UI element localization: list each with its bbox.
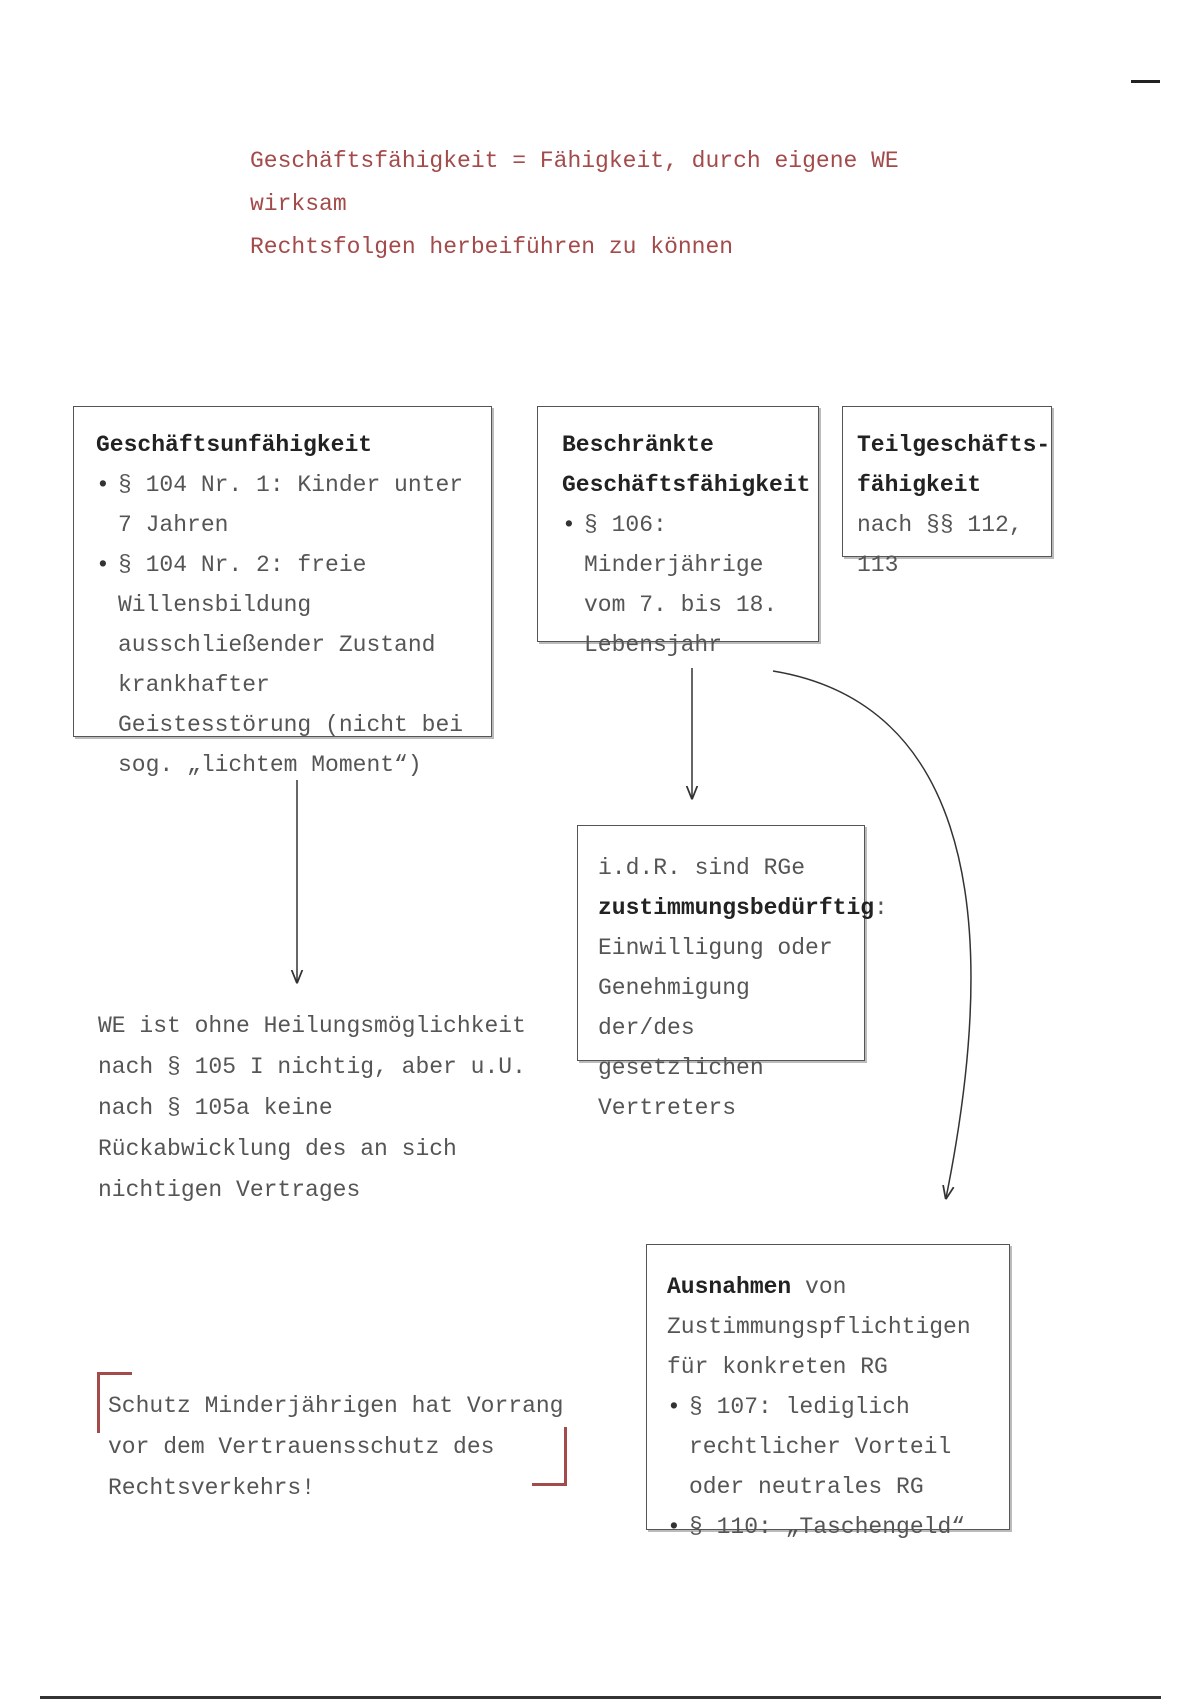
box-title-line-2: fähigkeit: [857, 472, 982, 498]
definition-line-2: Rechtsfolgen herbeiführen zu können: [250, 234, 734, 260]
box-title-line-1: Teilgeschäfts-: [857, 432, 1051, 458]
list-item: • § 106: Minderjährige vom 7. bis 18. Lebensjahr: [562, 505, 794, 665]
list-item: • § 104 Nr. 2: freie Willensbildung ausschließender Zustand krankhafter Geistesstörung (nicht bei sog. „lichtem Moment“): [96, 545, 469, 785]
box-bold-term: Ausnahmen: [667, 1274, 792, 1300]
list-item: • § 104 Nr. 1: Kinder unter 7 Jahren: [96, 465, 469, 545]
list-item: • § 107: lediglich rechtlicher Vorteil oder neutrales RG: [667, 1387, 989, 1507]
box-title-line-1: Beschränkte: [562, 432, 714, 458]
box-title-line-2: Geschäftsfähigkeit: [562, 472, 811, 498]
note-schutz: Schutz Minderjährigen hat Vorrang vor dem Vertrauensschutz des Rechtsverkehrs!: [108, 1393, 564, 1501]
box-lead: von Zustimmungspflichtigen für konkreten RG: [667, 1274, 971, 1380]
box-text: nach §§ 112, 113: [857, 512, 1023, 578]
box-title: Geschäftsunfähigkeit: [96, 432, 373, 458]
definition-line-1: Geschäftsfähigkeit = Fähigkeit, durch eigene WE wirksam: [250, 148, 899, 217]
box-lead: i.d.R. sind RGe: [598, 855, 806, 881]
list-item: • § 110: „Taschengeld“: [667, 1507, 989, 1547]
bottom-rule: [40, 1696, 1161, 1699]
box-colon: :: [874, 895, 888, 921]
arrow-beschraenkt-to-ausnahmen: [773, 671, 971, 1198]
box-text: Einwilligung oder Genehmigung der/des gesetzlichen Vertreters: [598, 935, 833, 1121]
note-nichtig: WE ist ohne Heilungsmöglichkeit nach § 105 I nichtig, aber u.U. nach § 105a keine Rückabwicklung des an sich nichtigen Vertrages: [98, 1013, 526, 1203]
box-bold-term: zustimmungsbedürftig: [598, 895, 875, 921]
